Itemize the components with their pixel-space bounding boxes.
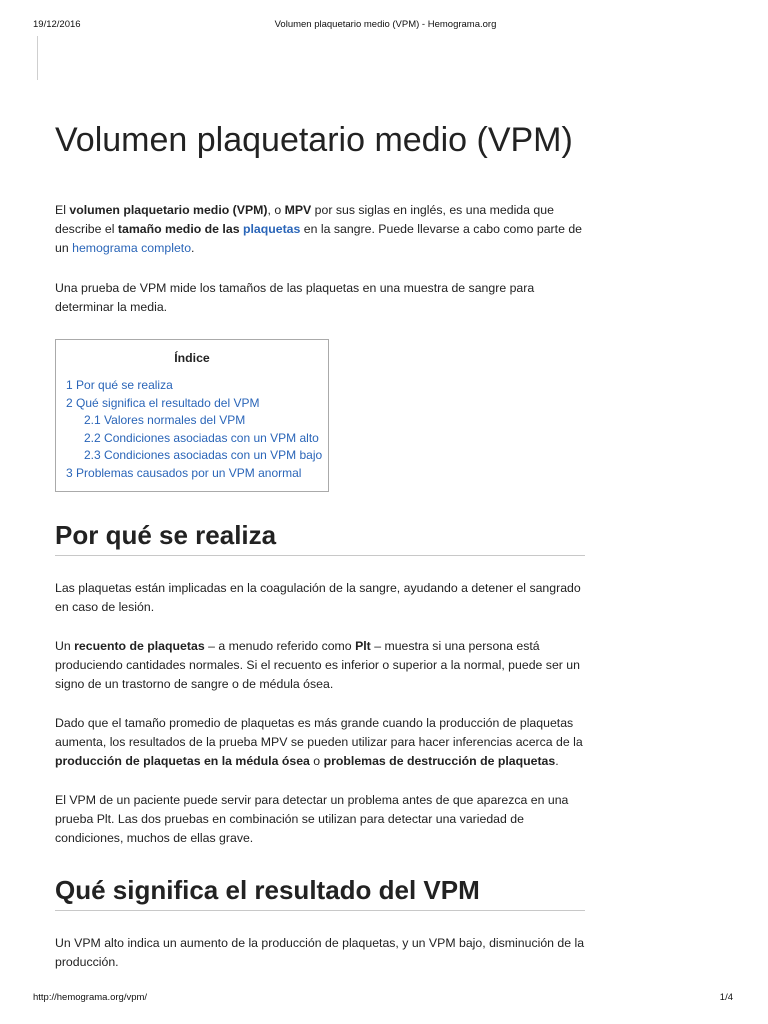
- toc-item[interactable]: 2.3 Condiciones asociadas con un VPM bajo: [84, 448, 323, 463]
- article: [55, 114, 585, 972]
- section-heading-por-que: Por qué se realiza: [55, 518, 585, 556]
- section-heading-resultado: Qué significa el resultado del VPM: [55, 873, 585, 911]
- paragraph: Un VPM alto indica un aumento de la producción de plaquetas, y un VPM bajo, disminución de la producción.: [55, 935, 585, 969]
- toc-item[interactable]: 2.1 Valores normales del VPM: [84, 413, 246, 428]
- paragraph-vpm-test: Una prueba de VPM mide los tamaños de las plaquetas en una muestra de sangre para determinar la media.: [55, 281, 535, 314]
- paragraph: Las plaquetas están implicadas en la coagulación de la sangre, ayudando a detener el sangrado en caso de lesión.: [55, 580, 581, 614]
- text-run: en la sangre. Puede llevarse a cabo como parte de un: [55, 222, 582, 255]
- print-footer: [33, 992, 738, 1004]
- page-title: Volumen plaquetario medio (VPM): [55, 121, 573, 159]
- toc-title: Índice: [174, 351, 210, 365]
- text-run: El: [55, 203, 70, 217]
- text-run: .: [191, 241, 195, 255]
- paragraph: Un recuento de plaquetas – a menudo referido como Plt – muestra si una persona está produciendo cantidades normales. Si el recuento es inferior o superior a la normal, puede ser un signo de un trastorno de sangre o de médula ósea.: [55, 638, 580, 691]
- text-run: , o: [267, 203, 285, 217]
- text-run: por sus siglas en inglés, es una medida que describe el: [55, 203, 554, 236]
- toc-item[interactable]: 2.2 Condiciones asociadas con un VPM alto: [84, 430, 319, 445]
- toc-item[interactable]: 2 Qué significa el resultado del VPM: [66, 395, 260, 410]
- paragraph: Dado que el tamaño promedio de plaquetas es más grande cuando la producción de plaquetas aumenta, los resultados de la prueba MPV se pueden utilizar para hacer inferencias acerca de la producción de plaquetas en la médula ósea o problemas de destrucción de plaquetas.: [55, 715, 583, 768]
- print-url: http://hemograma.org/vpm/: [33, 992, 148, 1003]
- bold-run: volumen plaquetario medio (VPM): [69, 203, 268, 217]
- toc-item[interactable]: 1 Por qué se realiza: [66, 378, 173, 392]
- print-doc-title: Volumen plaquetario medio (VPM) - Hemograma.org: [274, 19, 497, 30]
- print-page-number: 1/4: [719, 992, 733, 1003]
- link-plaquetas[interactable]: plaquetas: [242, 222, 301, 236]
- toc-item[interactable]: 3 Problemas causados por un VPM anormal: [66, 465, 302, 480]
- intro-paragraph: [55, 201, 585, 258]
- link-hemograma-completo[interactable]: hemograma completo: [72, 241, 192, 255]
- bold-run: MPV: [284, 203, 312, 217]
- bold-run: tamaño medio de las: [117, 222, 243, 236]
- print-header: [33, 19, 738, 31]
- paragraph: El VPM de un paciente puede servir para detectar un problema antes de que aparezca en una prueba Plt. Las dos pruebas en combinación se utilizan para detectar una variedad de condiciones, muchos de ellas grave.: [55, 792, 569, 845]
- print-date: 19/12/2016: [33, 19, 81, 30]
- table-of-contents: [55, 339, 329, 492]
- side-rule: [37, 36, 38, 80]
